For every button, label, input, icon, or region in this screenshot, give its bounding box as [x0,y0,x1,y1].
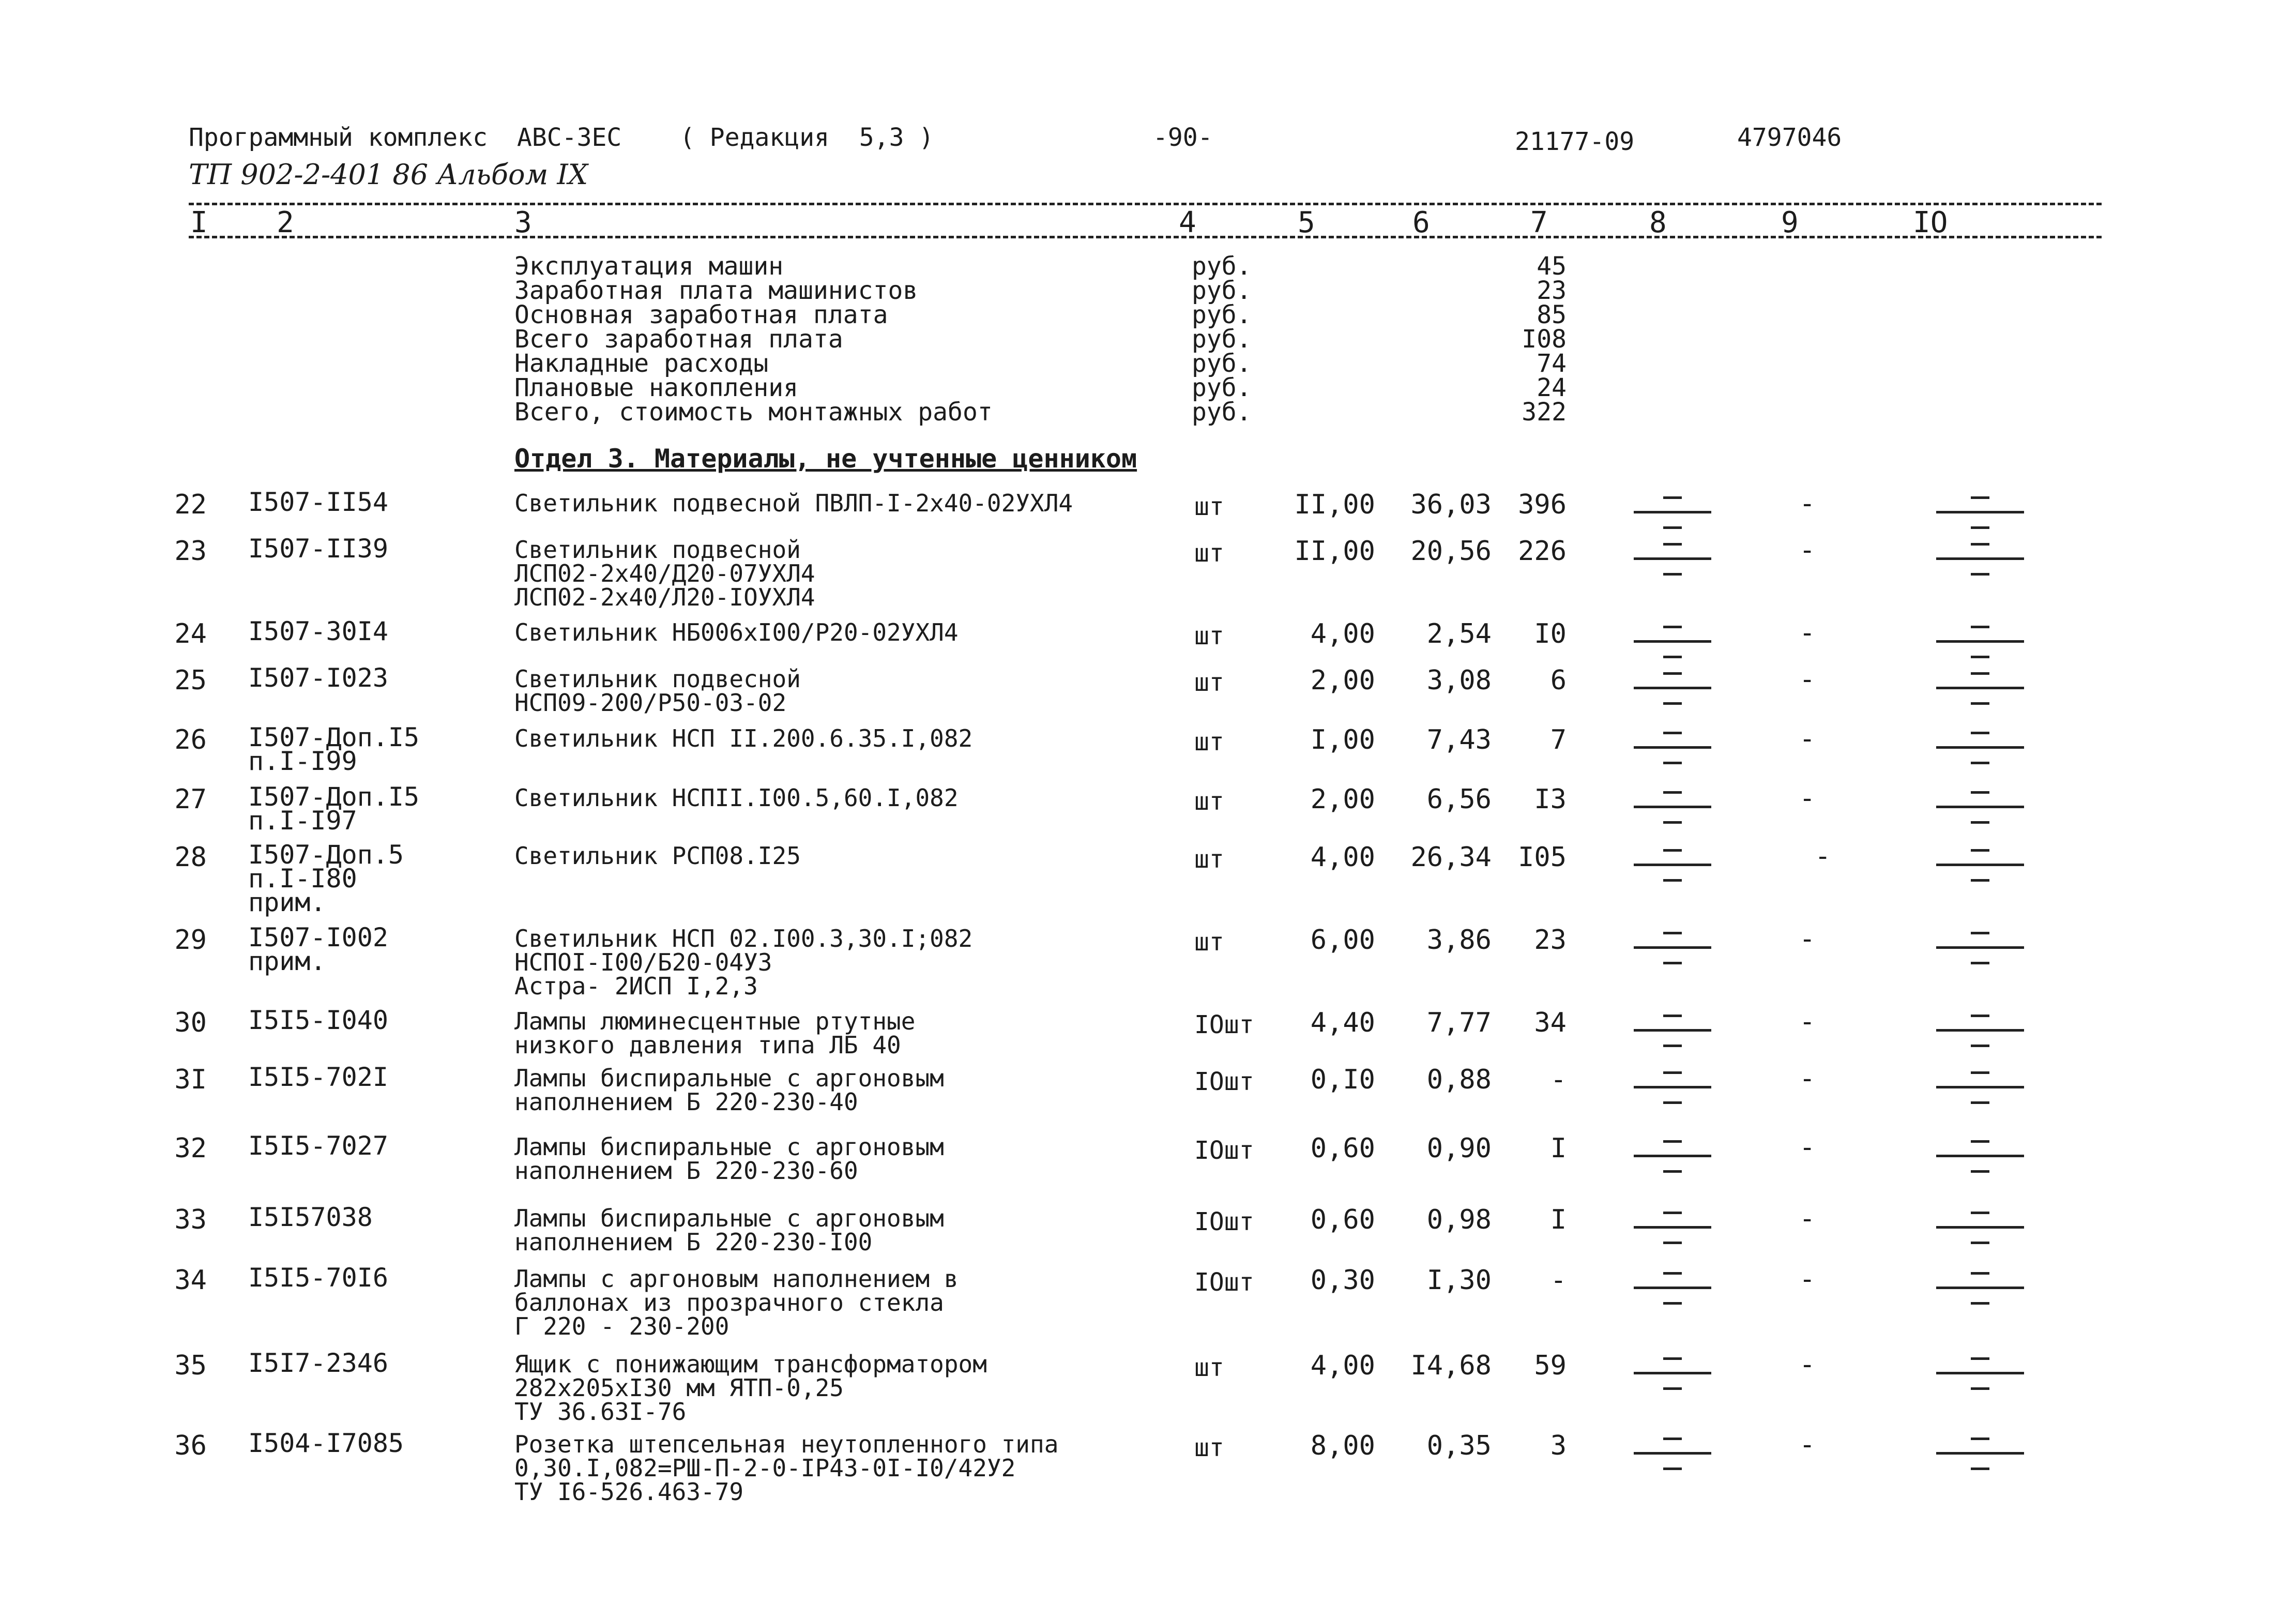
col9-dash: - [1799,783,1816,814]
summary-value: 45 [1537,252,1567,281]
item-unit: шт [1194,728,1224,756]
col-10: IO [1913,206,1948,239]
col-5: 5 [1298,206,1315,239]
section-title: Отдел 3. Материалы, не учтенные ценником [514,444,1137,474]
item-cost: 7 [1550,724,1567,755]
fraction-mark [1936,1004,2024,1061]
item-unit: IОшт [1194,1268,1254,1297]
summary-unit: руб. [1192,325,1252,354]
fraction-mark [1634,1061,1711,1118]
col-6: 6 [1412,206,1430,239]
item-price: 0,88 [1426,1064,1492,1095]
item-cost: 6 [1550,665,1567,696]
item-cost: - [1550,1265,1567,1296]
item-name: Лампы с аргоновым наполнением в баллонах из прозрачного стекла Г 220 - 230-200 [514,1265,959,1340]
item-price: 20,56 [1410,536,1492,567]
item-name: Лампы люминесцентные ртутные низкого давления типа ЛБ 40 [514,1007,916,1059]
page-number: -90- [1153,123,1213,152]
summary-unit: руб. [1192,349,1252,378]
summary-unit: руб. [1192,373,1252,402]
col9-dash: - [1799,924,1816,955]
item-cost: 34 [1534,1007,1567,1038]
item-price: 2,54 [1426,618,1492,649]
document-code: 21177-09 [1515,127,1635,156]
system-label: АВС-ЗЕС [517,123,622,152]
item-name: Лампы биспиральные с аргоновым наполнением Б 220-230-60 [514,1133,944,1185]
item-name: Светильник НСП 02.I00.3,30.I;082 НСПОI-I00/Б20-04УЗ Астра- 2ИСП I,2,3 [514,925,973,1000]
item-code: I5I5-70I6 [248,1263,388,1293]
row-number: 22 [174,489,207,520]
item-code: I5I5-I040 [248,1005,388,1035]
fraction-mark [1634,1130,1711,1187]
item-quantity: 2,00 [1310,784,1375,815]
item-unit: IОшт [1194,1136,1254,1165]
edition-label: ( Редакция 5,3 ) [680,123,934,152]
col9-dash: - [1799,723,1816,754]
item-code: I507-II39 [248,534,388,564]
item-unit: шт [1194,845,1224,874]
fraction-mark [1634,1262,1711,1319]
summary-label: Основная заработная плата [514,300,888,329]
item-cost: 3 [1550,1430,1567,1461]
item-unit: IОшт [1194,1067,1254,1096]
item-code: I5I7-2346 [248,1348,388,1378]
item-name: Светильник подвесной ЛСП02-2х40/Д20-07УХЛ4 ЛСП02-2х40/Л20-IОУХЛ4 [514,536,815,611]
item-price: 36,03 [1410,489,1492,520]
item-unit: IОшт [1194,1010,1254,1039]
item-code: I5I5-7027 [248,1131,388,1161]
summary-value: I08 [1522,325,1567,354]
item-code: I507-Доп.I5 п.I-I99 [248,722,420,776]
item-price: 3,08 [1426,665,1492,696]
item-code: I507-30I4 [248,616,388,646]
col-3: 3 [514,206,532,239]
col-1: I [190,206,208,239]
row-number: 28 [174,842,207,873]
col9-dash: - [1799,1264,1816,1295]
summary-value: 74 [1537,349,1567,378]
summary-value: 23 [1537,276,1567,305]
fraction-mark [1634,1004,1711,1061]
fraction-mark [1634,1347,1711,1404]
item-name: Розетка штепсельная неутопленного типа 0,30.I,082=РШ-П-2-0-IР43-0I-I0/42У2 ТУ I6-526.463-79 [514,1430,1059,1506]
col9-dash: - [1799,664,1816,695]
item-cost: I3 [1534,784,1567,815]
col-4: 4 [1179,206,1196,239]
row-number: 27 [174,784,207,815]
row-number: 3I [174,1064,207,1095]
summary-label: Накладные расходы [514,349,769,378]
fraction-mark [1936,662,2024,719]
item-price: 0,90 [1426,1133,1492,1164]
document-number: 4797046 [1737,123,1842,152]
item-price: 7,77 [1426,1007,1492,1038]
col9-dash: - [1799,535,1816,566]
row-number: 29 [174,925,207,956]
item-code: I507-I002 прим. [248,922,388,976]
fraction-mark [1936,1347,2024,1404]
col9-dash: - [1799,1203,1816,1234]
fraction-mark [1936,781,2024,838]
fraction-mark [1936,1061,2024,1118]
item-code: I507-Доп.5 п.I-I80 прим. [248,840,404,917]
item-code: I507-I023 [248,663,388,693]
summary-unit: руб. [1192,252,1252,281]
item-quantity: 4,00 [1310,618,1375,649]
item-unit: шт [1194,668,1224,697]
col9-dash: - [1799,1063,1816,1094]
item-name: Светильник РСП08.I25 [514,842,801,870]
summary-label: Эксплуатация машин [514,252,784,281]
item-price: 26,34 [1410,842,1492,873]
col-9: 9 [1781,206,1799,239]
item-name: Лампы биспиральные с аргоновым наполнением Б 220-230-40 [514,1064,944,1116]
item-unit: шт [1194,492,1224,521]
col9-dash: - [1799,1429,1816,1460]
item-price: 0,35 [1426,1430,1492,1461]
summary-unit: руб. [1192,398,1252,427]
summary-value: 322 [1522,398,1567,427]
item-price: I4,68 [1410,1350,1492,1381]
item-quantity: 2,00 [1310,665,1375,696]
col-2: 2 [277,206,294,239]
row-number: 33 [174,1204,207,1235]
fraction-mark [1936,1130,2024,1187]
fraction-mark [1634,721,1711,778]
item-name: Светильник подвесной ПВЛП-I-2х40-02УХЛ4 [514,489,1073,517]
fraction-mark [1634,1427,1711,1484]
summary-label: Заработная плата машинистов [514,276,918,305]
item-cost: 59 [1534,1350,1567,1381]
fraction-mark [1634,839,1711,896]
item-quantity: II,00 [1294,536,1375,567]
item-code: I5I57038 [248,1202,373,1232]
col9-dash: - [1799,617,1816,648]
item-cost: - [1550,1064,1567,1095]
col9-dash: - [1799,1006,1816,1037]
summary-label: Всего заработная плата [514,325,843,354]
fraction-mark [1936,533,2024,589]
fraction-mark [1936,839,2024,896]
summary-value: 85 [1537,300,1567,329]
row-number: 35 [174,1350,207,1381]
item-name: Ящик с понижающим трансформатором 282х205хI30 мм ЯТП-0,25 ТУ 36.63I-76 [514,1350,987,1426]
col9-dash: - [1799,1349,1816,1380]
item-code: I504-I7085 [248,1428,404,1458]
item-unit: шт [1194,622,1224,650]
summary-value: 24 [1537,373,1567,402]
row-number: 34 [174,1265,207,1296]
item-unit: шт [1194,1433,1224,1462]
item-name: Светильник НСП II.200.6.35.I,082 [514,724,973,752]
row-number: 30 [174,1007,207,1038]
header-rule-top [189,203,2102,205]
item-code: I507-II54 [248,487,388,517]
item-name: Светильник подвесной НСП09-200/Р50-03-02 [514,665,801,717]
col-7: 7 [1530,206,1548,239]
fraction-mark [1936,1262,2024,1319]
item-quantity: 8,00 [1310,1430,1375,1461]
fraction-mark [1634,662,1711,719]
item-price: 7,43 [1426,724,1492,755]
col9-dash: - [1799,1132,1816,1163]
item-name: Лампы биспиральные с аргоновым наполнением Б 220-230-I00 [514,1204,944,1256]
item-cost: I05 [1518,842,1567,873]
item-cost: I0 [1534,618,1567,649]
row-number: 24 [174,618,207,649]
item-unit: шт [1194,539,1224,568]
item-cost: I [1550,1133,1567,1164]
program-label: Программный комплекс [189,123,488,152]
item-cost: I [1550,1204,1567,1235]
col9-dash: - [1799,488,1816,519]
fraction-mark [1936,921,2024,978]
summary-unit: руб. [1192,300,1252,329]
item-name: Светильник НСПII.I00.5,60.I,082 [514,784,959,812]
item-unit: шт [1194,928,1224,957]
fraction-mark [1936,721,2024,778]
fraction-mark [1634,781,1711,838]
item-quantity: 0,I0 [1310,1064,1375,1095]
item-price: 3,86 [1426,925,1492,956]
item-quantity: II,00 [1294,489,1375,520]
fraction-mark [1936,1427,2024,1484]
item-quantity: 4,00 [1310,1350,1375,1381]
item-quantity: 0,60 [1310,1133,1375,1164]
row-number: 25 [174,665,207,696]
item-code: I507-Доп.I5 п.I-I97 [248,782,420,836]
row-number: 26 [174,724,207,755]
row-number: 32 [174,1133,207,1164]
item-cost: 226 [1518,536,1567,567]
fraction-mark [1936,1201,2024,1258]
item-quantity: 6,00 [1310,925,1375,956]
item-quantity: I,00 [1310,724,1375,755]
col9-dash: - [1815,841,1831,872]
item-price: 0,98 [1426,1204,1492,1235]
row-number: 36 [174,1430,207,1461]
fraction-mark [1634,921,1711,978]
handwritten-album-note: ТП 902-2-401 86 Альбом IX [189,158,588,191]
item-price: 6,56 [1426,784,1492,815]
item-quantity: 0,30 [1310,1265,1375,1296]
item-code: I5I5-702I [248,1062,388,1092]
item-price: I,30 [1426,1265,1492,1296]
summary-label: Плановые накопления [514,373,799,402]
col-8: 8 [1649,206,1667,239]
fraction-mark [1634,1201,1711,1258]
header-rule-bottom [189,236,2102,238]
row-number: 23 [174,536,207,567]
item-cost: 23 [1534,925,1567,956]
item-unit: IОшт [1194,1207,1254,1236]
item-quantity: 4,40 [1310,1007,1375,1038]
summary-unit: руб. [1192,276,1252,305]
item-name: Светильник НБ006хI00/Р20-02УХЛ4 [514,618,959,646]
item-quantity: 0,60 [1310,1204,1375,1235]
item-unit: шт [1194,1353,1224,1382]
item-quantity: 4,00 [1310,842,1375,873]
item-unit: шт [1194,787,1224,816]
summary-label: Всего, стоимость монтажных работ [514,398,993,427]
fraction-mark [1634,533,1711,589]
item-cost: 396 [1518,489,1567,520]
